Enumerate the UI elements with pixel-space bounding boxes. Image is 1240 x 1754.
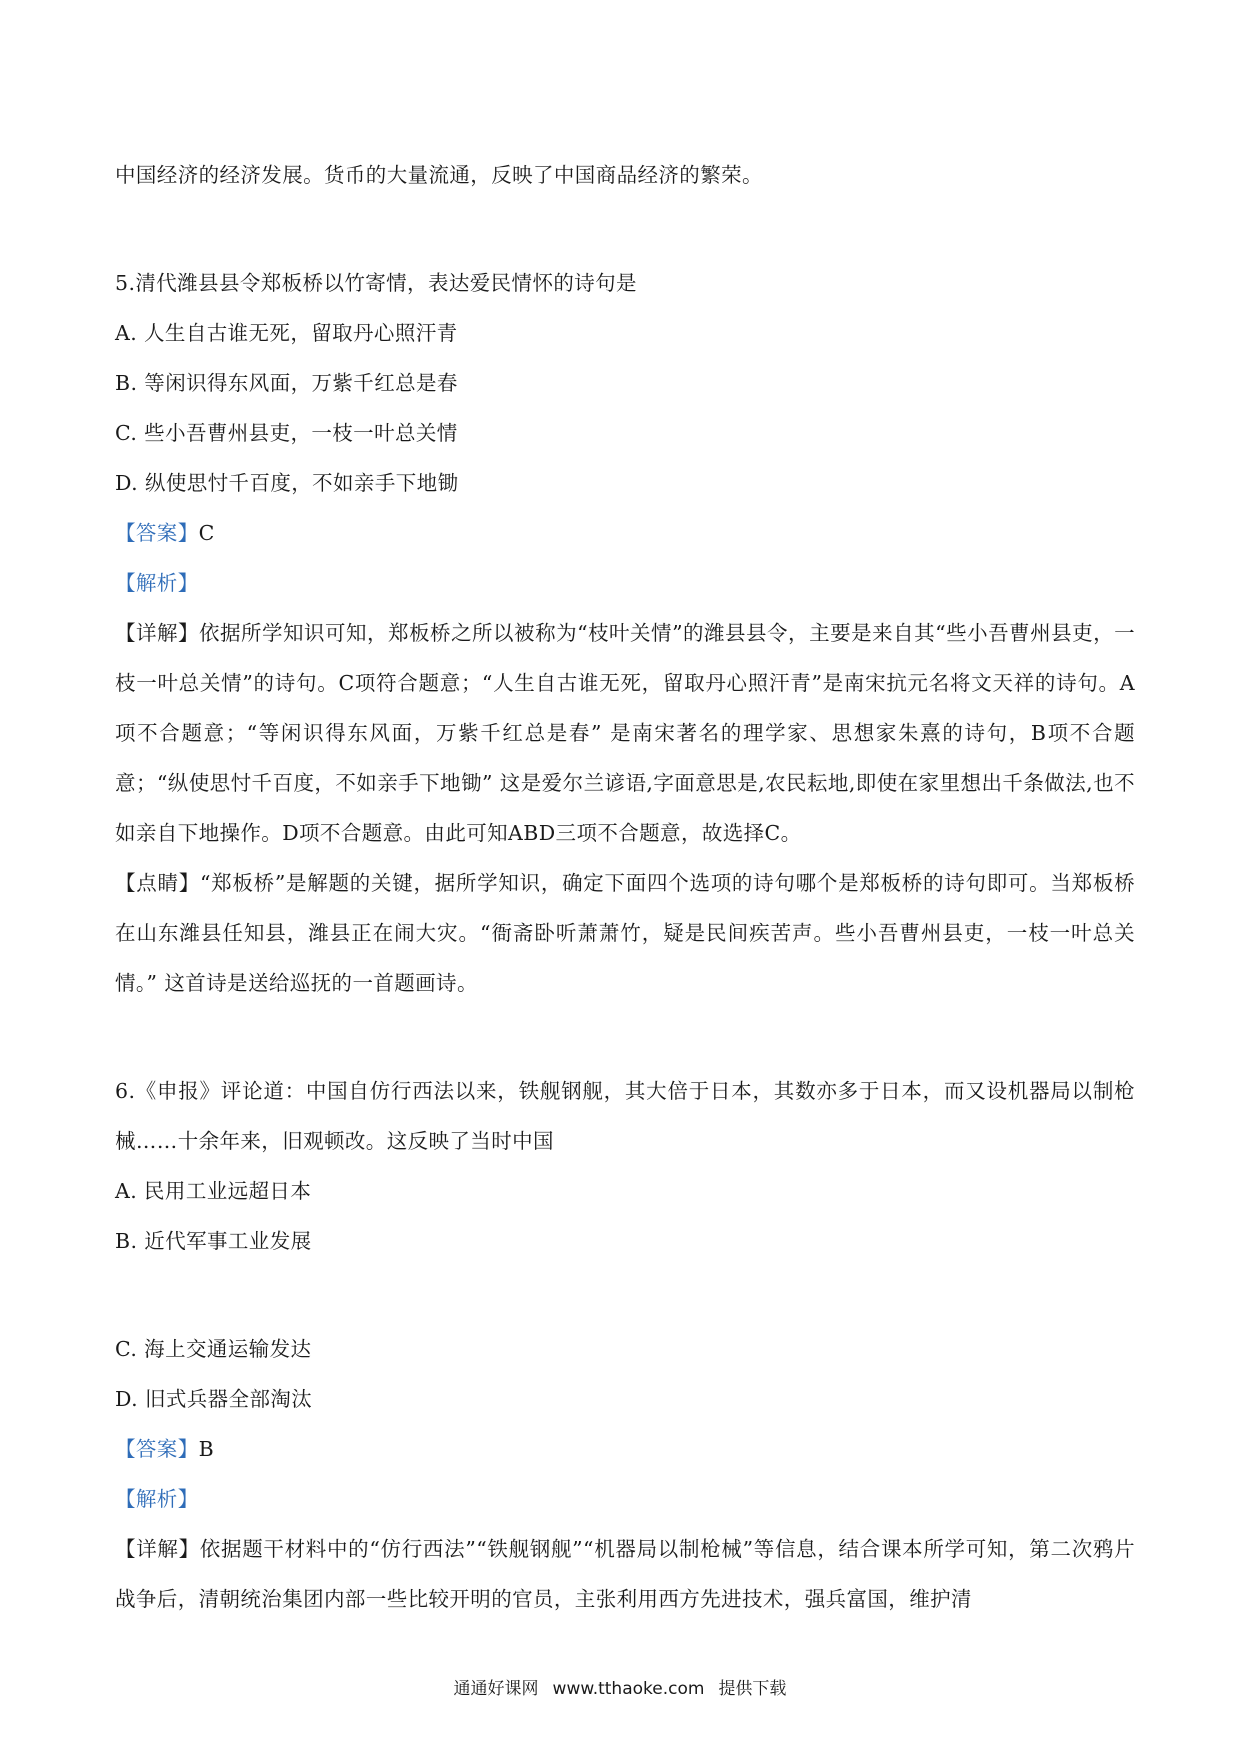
q5-answer-label: 【答案】 xyxy=(115,521,199,545)
q5-option-a: A. 人生自古谁无死，留取丹心照汗青 xyxy=(115,321,458,345)
q5-comment-text: “郑板桥”是解题的关键，据所学知识，确定下面四个选项的诗句哪个是郑板桥的诗句即可。当郑板桥在山东潍县任知县，潍县正在闹大灾。“衙斋卧听萧萧竹，疑是民间疾苦声。些小吾曹州县吏，一枝一叶总关情。” 这首诗是送给巡抚的一首题画诗。 xyxy=(115,871,1135,995)
q6-detail xyxy=(115,1524,1135,1624)
q6-answer xyxy=(115,1424,1135,1474)
q6-answer-label: 【答案】 xyxy=(115,1437,199,1461)
q5-option-b: B. 等闲识得东风面，万紫千红总是春 xyxy=(115,371,458,395)
q5-answer xyxy=(115,508,1135,558)
footer-suffix: 提供下载 xyxy=(718,1679,787,1699)
q6-detail-label: 【详解】 xyxy=(115,1537,200,1561)
q5-stem: 5.清代潍县县令郑板桥以竹寄情，表达爱民情怀的诗句是 xyxy=(115,271,637,295)
q5-analysis xyxy=(115,558,1135,608)
q5-comment-label: 【点睛】 xyxy=(115,871,200,895)
intro-line: 中国经济的经济发展。货币的大量流通，反映了中国商品经济的繁荣。 xyxy=(115,163,763,187)
footer-site-name: 通通好课网 xyxy=(453,1679,539,1699)
q6-analysis xyxy=(115,1474,1135,1524)
q6-option-c: C. 海上交通运输发达 xyxy=(115,1337,312,1361)
q5-detail-text: 依据所学知识可知，郑板桥之所以被称为“枝叶关情”的潍县县令，主要是来自其“些小吾曹州县吏，一枝一叶总关情”的诗句。C项符合题意；“人生自古谁无死，留取丹心照汗青”是南宋抗元名将文天祥的诗句。A项不合题意；“等闲识得东风面，万紫千红总是春” 是南宋著名的理学家、思想家朱熹的诗句，B项不合题意；“纵使思忖千百度，不如亲手下地锄” 这是爱尔兰谚语,字面意思是,农民耘地,即使在家里想出千条做法,也不如亲自下地操作。D项不合题意。由此可知ABD三项不合题意，故选择C。 xyxy=(115,621,1135,845)
q5-analysis-label: 【解析】 xyxy=(115,571,199,595)
q6-answer-value: B xyxy=(198,1437,215,1461)
document-page xyxy=(115,150,1135,1624)
q6-option-d: D. 旧式兵器全部淘汰 xyxy=(115,1387,313,1411)
q5-option-d: D. 纵使思忖千百度，不如亲手下地锄 xyxy=(115,471,459,495)
spacer xyxy=(115,1008,1135,1066)
q5-comment xyxy=(115,858,1135,1008)
spacer xyxy=(115,1266,1135,1324)
q5-detail xyxy=(115,608,1135,858)
q6-stem: 6.《申报》评论道：中国自仿行西法以来，铁舰钢舰，其大倍于日本，其数亦多于日本，而又设机器局以制枪械……十余年来，旧观顿改。这反映了当时中国 xyxy=(115,1079,1135,1153)
q6-option-a: A. 民用工业远超日本 xyxy=(115,1179,312,1203)
footer-url[interactable]: www.tthaoke.com xyxy=(552,1679,705,1699)
q5-answer-value: C xyxy=(198,521,215,545)
q6-detail-text: 依据题干材料中的“仿行西法”“铁舰钢舰”“机器局以制枪械”等信息，结合课本所学可知，第二次鸦片战争后，清朝统治集团内部一些比较开明的官员，主张利用西方先进技术，强兵富国，维护清 xyxy=(115,1537,1135,1611)
q6-option-b: B. 近代军事工业发展 xyxy=(115,1229,312,1253)
q5-option-c: C. 些小吾曹州县吏，一枝一叶总关情 xyxy=(115,421,458,445)
spacer xyxy=(115,200,1135,258)
q6-analysis-label: 【解析】 xyxy=(115,1487,199,1511)
page-footer xyxy=(0,1674,1240,1699)
q5-detail-label: 【详解】 xyxy=(115,621,200,645)
